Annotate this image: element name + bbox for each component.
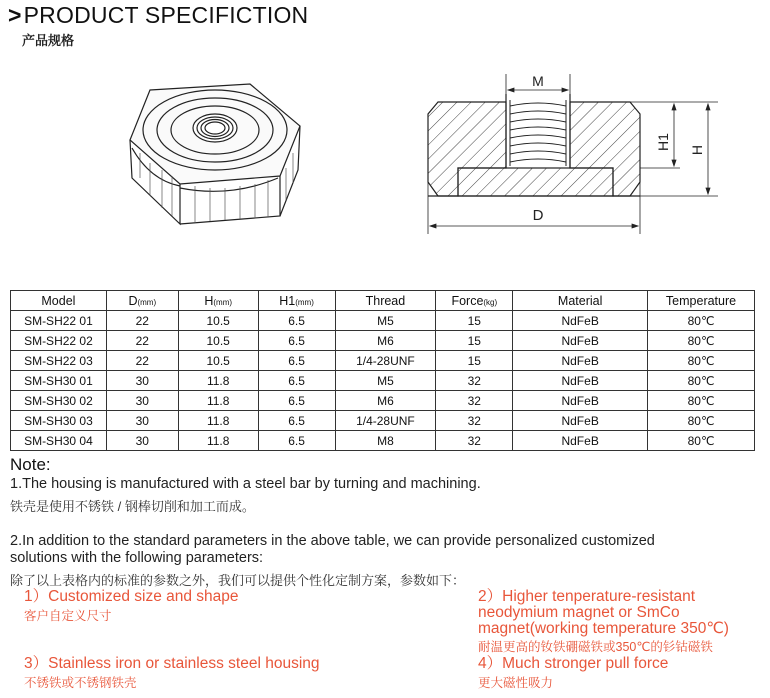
- cell-h1: 6.5: [258, 311, 335, 331]
- option-2-en-line2: neodymium magnet or SmCo: [478, 604, 680, 621]
- col-header-temperature: Temperature: [648, 291, 755, 311]
- col-header-model: Model: [11, 291, 107, 311]
- note-1-cn: 铁壳是使用不锈铁 / 钢棒切削和加工而成。: [10, 499, 255, 514]
- cell-d: 30: [106, 391, 178, 411]
- cell-thread: M8: [335, 431, 436, 451]
- page-subtitle: 产品规格: [22, 33, 75, 48]
- cell-force: 32: [436, 411, 513, 431]
- table-row: [11, 411, 755, 431]
- cell-d: 22: [106, 311, 178, 331]
- table-row: [11, 311, 755, 331]
- option-1-en: 1）Customized size and shape: [24, 588, 239, 605]
- cell-temperature: 80℃: [648, 351, 755, 371]
- cell-d: 22: [106, 351, 178, 371]
- cell-model: SM-SH30 03: [11, 411, 107, 431]
- col-header-material: Material: [513, 291, 648, 311]
- cell-model: SM-SH22 01: [11, 311, 107, 331]
- cell-d: 22: [106, 331, 178, 351]
- page-title: [8, 2, 308, 29]
- spec-table: [10, 290, 755, 451]
- cell-force: 32: [436, 391, 513, 411]
- col-header-force: Force(kg): [436, 291, 513, 311]
- option-2-en-line1: 2）Higher tenperature-resistant: [478, 588, 696, 605]
- chevron-right-icon: >: [8, 2, 22, 28]
- cell-thread: 1/4-28UNF: [335, 411, 436, 431]
- option-3-cn: 不锈铁或不锈钢铁壳: [24, 676, 137, 690]
- col-header-h: H(mm): [178, 291, 258, 311]
- cell-h: 11.8: [178, 371, 258, 391]
- option-3-en: 3）Stainless iron or stainless steel housing: [24, 655, 320, 672]
- cell-h: 10.5: [178, 331, 258, 351]
- cross-section-drawing: [418, 70, 728, 240]
- hex-nut-illustration: [110, 78, 320, 238]
- table-row: [11, 331, 755, 351]
- cell-h: 11.8: [178, 411, 258, 431]
- cell-h1: 6.5: [258, 331, 335, 351]
- col-header-d: D(mm): [106, 291, 178, 311]
- cell-temperature: 80℃: [648, 311, 755, 331]
- cell-material: NdFeB: [513, 331, 648, 351]
- notes-title: Note:: [10, 455, 51, 474]
- option-1-cn: 客户自定义尺寸: [24, 609, 112, 623]
- cell-force: 15: [436, 331, 513, 351]
- cell-h: 10.5: [178, 311, 258, 331]
- cell-material: NdFeB: [513, 391, 648, 411]
- option-2-en-line3: magnet(working temperature 350℃): [478, 620, 729, 637]
- cell-h1: 6.5: [258, 431, 335, 451]
- table-row: [11, 371, 755, 391]
- dim-d-label: D: [532, 207, 544, 224]
- table-row: [11, 431, 755, 451]
- cell-h: 11.8: [178, 391, 258, 411]
- col-header-thread: Thread: [335, 291, 436, 311]
- cell-material: NdFeB: [513, 411, 648, 431]
- cell-d: 30: [106, 431, 178, 451]
- cell-h1: 6.5: [258, 411, 335, 431]
- cell-temperature: 80℃: [648, 411, 755, 431]
- cell-temperature: 80℃: [648, 431, 755, 451]
- note-2-cn: 除了以上表格内的标准的参数之外，我们可以提供个性化定制方案，参数如下：: [10, 573, 466, 588]
- cell-material: NdFeB: [513, 351, 648, 371]
- cell-material: NdFeB: [513, 371, 648, 391]
- col-header-h1: H1(mm): [258, 291, 335, 311]
- cell-h1: 6.5: [258, 351, 335, 371]
- cell-force: 15: [436, 311, 513, 331]
- cell-h1: 6.5: [258, 391, 335, 411]
- cell-h: 11.8: [178, 431, 258, 451]
- cell-temperature: 80℃: [648, 371, 755, 391]
- page-title-text: PRODUCT SPECIFICTION: [23, 2, 309, 28]
- option-4-en: 4）Much stronger pull force: [478, 655, 669, 672]
- cell-force: 32: [436, 431, 513, 451]
- cell-thread: 1/4-28UNF: [335, 351, 436, 371]
- cell-model: SM-SH30 01: [11, 371, 107, 391]
- cell-thread: M6: [335, 331, 436, 351]
- dim-m-label: M: [532, 73, 544, 89]
- cell-model: SM-SH22 02: [11, 331, 107, 351]
- cell-model: SM-SH22 03: [11, 351, 107, 371]
- cell-thread: M5: [335, 371, 436, 391]
- cell-thread: M5: [335, 311, 436, 331]
- dim-h1-label: H1: [655, 133, 671, 151]
- cell-model: SM-SH30 02: [11, 391, 107, 411]
- table-row: [11, 351, 755, 371]
- option-4-cn: 更大磁性吸力: [478, 676, 554, 690]
- note-2-en-line2: solutions with the following parameters:: [10, 550, 264, 566]
- note-1-en: 1.The housing is manufactured with a steel bar by turning and machining.: [10, 476, 481, 492]
- table-row: [11, 391, 755, 411]
- cell-model: SM-SH30 04: [11, 431, 107, 451]
- cell-material: NdFeB: [513, 311, 648, 331]
- cell-force: 32: [436, 371, 513, 391]
- cell-force: 15: [436, 351, 513, 371]
- cell-material: NdFeB: [513, 431, 648, 451]
- cell-d: 30: [106, 411, 178, 431]
- cell-thread: M6: [335, 391, 436, 411]
- cell-temperature: 80℃: [648, 331, 755, 351]
- note-2-en-line1: 2.In addition to the standard parameters in the above table, we can provide personalized customized: [10, 533, 655, 549]
- option-2-cn: 耐温更高的钕铁硼磁铁或350℃的钐钴磁铁: [478, 640, 713, 654]
- table-header-row: [11, 291, 755, 311]
- cell-h: 10.5: [178, 351, 258, 371]
- dim-h-label: H: [689, 144, 705, 156]
- cell-h1: 6.5: [258, 371, 335, 391]
- cell-temperature: 80℃: [648, 391, 755, 411]
- cell-d: 30: [106, 371, 178, 391]
